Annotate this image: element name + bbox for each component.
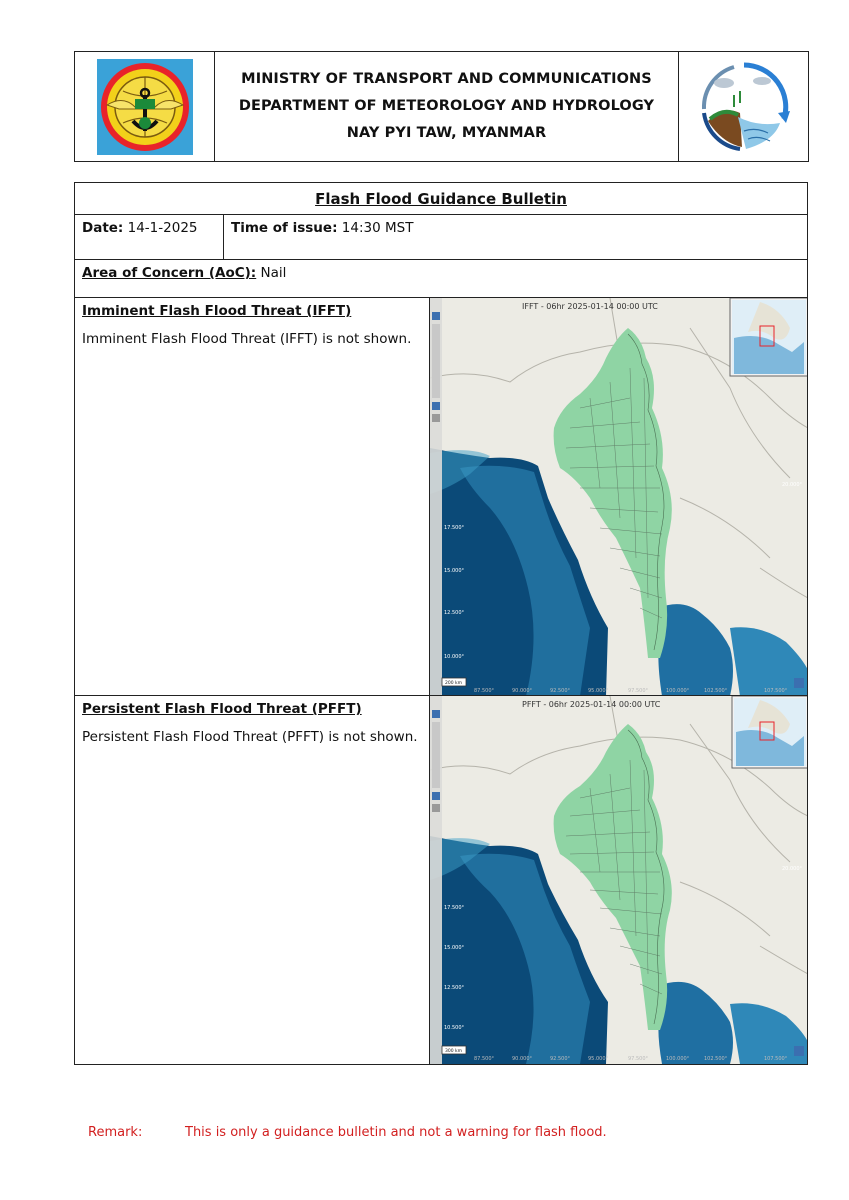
pfft-lat-label: 12.500° — [444, 985, 464, 991]
ifft-body: Imminent Flash Flood Threat (IFFT) is not shown. — [82, 331, 412, 347]
pfft-map[interactable] — [430, 696, 807, 1064]
remark-text: This is only a guidance bulletin and not a warning for flash flood. — [185, 1125, 607, 1140]
time-value: 14:30 MST — [341, 220, 414, 236]
pfft-lon-label: 92.500° — [550, 1056, 570, 1062]
pfft-lat-label: 10.500° — [444, 1025, 464, 1031]
pfft-lat-label: 17.500° — [444, 905, 464, 911]
ifft-map[interactable] — [430, 298, 807, 695]
pfft-lon-label: 95.000° — [588, 1056, 608, 1062]
pfft-lon-label: 97.500° — [628, 1056, 648, 1062]
time-cell — [224, 215, 807, 259]
ifft-lat-label: 10.000° — [444, 654, 464, 660]
pfft-lon-label: 87.500° — [474, 1056, 494, 1062]
pfft-lon-label: 102.500° — [704, 1056, 728, 1062]
ifft-lon-label: 92.500° — [550, 688, 570, 694]
ifft-text-cell — [75, 298, 430, 695]
bulletin-table — [74, 182, 808, 1065]
header-title — [215, 52, 678, 161]
ifft-lon-label: 87.500° — [474, 688, 494, 694]
pfft-scale-bar: 300 km — [445, 1049, 463, 1054]
bulletin-title: Flash Flood Guidance Bulletin — [315, 189, 567, 208]
ministry-emblem-icon — [75, 52, 215, 161]
letterhead — [74, 51, 809, 162]
ifft-map-caption: IFFT - 06hr 2025-01-14 00:00 UTC — [522, 302, 658, 311]
hydrology-cycle-icon — [678, 52, 808, 161]
remark — [88, 1125, 607, 1140]
ifft-lon-label: 102.500° — [704, 688, 728, 694]
ifft-lat-label-right: 20.000° — [782, 482, 802, 488]
pfft-lat-label: 15.000° — [444, 945, 464, 951]
pfft-lon-label: 90.000° — [512, 1056, 532, 1062]
ifft-lat-label: 12.500° — [444, 610, 464, 616]
header-line-department: DEPARTMENT OF METEOROLOGY AND HYDROLOGY — [238, 98, 655, 114]
ifft-lon-label: 97.500° — [628, 688, 648, 694]
ifft-row — [75, 298, 807, 696]
remark-label: Remark: — [88, 1125, 143, 1140]
aoc-row — [75, 260, 807, 298]
date-time-row — [75, 215, 807, 260]
pfft-row — [75, 696, 807, 1064]
ifft-scale-bar: 200 km — [445, 681, 463, 686]
aoc-label: Area of Concern (AoC): — [82, 265, 257, 281]
ifft-lon-label: 100.000° — [666, 688, 690, 694]
date-cell — [75, 215, 224, 259]
pfft-lat-label-right: 20.000° — [782, 866, 802, 872]
date-value: 14-1-2025 — [127, 220, 198, 236]
time-label: Time of issue: — [231, 220, 338, 236]
pfft-lon-label: 107.500° — [764, 1056, 788, 1062]
pfft-map-caption: PFFT - 06hr 2025-01-14 00:00 UTC — [522, 700, 661, 709]
pfft-text-cell — [75, 696, 430, 1064]
header-line-ministry: MINISTRY OF TRANSPORT AND COMMUNICATIONS — [241, 71, 652, 87]
pfft-lon-label: 100.000° — [666, 1056, 690, 1062]
ifft-lat-label: 15.000° — [444, 568, 464, 574]
ifft-lon-label: 95.000° — [588, 688, 608, 694]
aoc-value: Nail — [260, 265, 287, 281]
ifft-lon-label: 90.000° — [512, 688, 532, 694]
pfft-heading: Persistent Flash Flood Threat (PFFT) — [82, 701, 362, 717]
date-label: Date: — [82, 220, 124, 236]
pfft-body: Persistent Flash Flood Threat (PFFT) is not shown. — [82, 729, 418, 745]
ifft-lon-label: 107.500° — [764, 688, 788, 694]
ifft-lat-label: 17.500° — [444, 525, 464, 531]
bulletin-title-row — [75, 183, 807, 215]
header-line-location: NAY PYI TAW, MYANMAR — [346, 125, 547, 141]
ifft-heading: Imminent Flash Flood Threat (IFFT) — [82, 303, 352, 319]
